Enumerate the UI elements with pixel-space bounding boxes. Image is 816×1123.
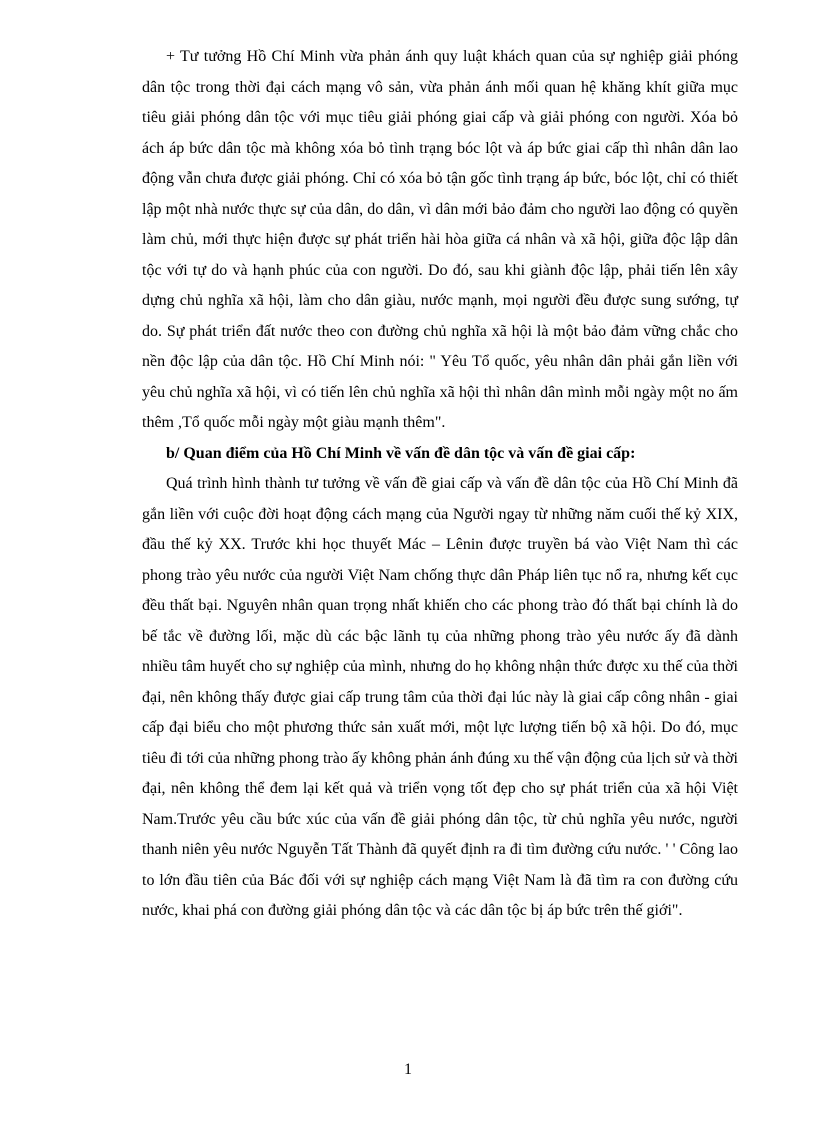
paragraph-class-and-nation: Quá trình hình thành tư tưởng về vấn đề giai cấp và vấn đề dân tộc của Hồ Chí Minh đã gắn liền với cuộc đời hoạt động cách mạng của Người ngay từ những năm cuối thế kỷ XIX, đầu thế kỷ XX. Trước khi học thuyết Mác – Lênin được truyền bá vào Việt Nam thì các phong trào yêu nước của người Việt Nam chống thực dân Pháp liên tục nổ ra, nhưng kết cục đều thất bại. Nguyên nhân quan trọng nhất khiến cho các phong trào đó thất bại chính là do bế tắc về đường lối, mặc dù các bậc lãnh tụ của những phong trào yêu nước ấy đã dành nhiều tâm huyết cho sự nghiệp của mình, nhưng do họ không nhận thức được xu thế của thời đại, nên không thấy được giai cấp trung tâm của thời đại lúc này là giai cấp công nhân - giai cấp đại biểu cho một phương thức sản xuất mới, một lực lượng tiến bộ xã hội. Do đó, mục tiêu đi tới của những phong trào ấy không phản ánh đúng xu thế vận động của lịch sử và thời đại, nên không thể đem lại kết quả và triển vọng tốt đẹp cho sự phát triển của xã hội Việt Nam.Trước yêu cầu bức xúc của vấn đề giải phóng dân tộc, từ chủ nghĩa yêu nước, người thanh niên yêu nước Nguyễn Tất Thành đã quyết định ra đi tìm đường cứu nước. ' ' Công lao to lớn đầu tiên của Bác đối với sự nghiệp cách mạng Việt Nam là đã tìm ra con đường cứu nước, khai phá con đường giải phóng dân tộc và các dân tộc bị áp bức trên thế giới".	[142, 475, 738, 919]
page-number: 1	[404, 1061, 412, 1078]
document-body	[142, 42, 738, 927]
paragraph-ho-chi-minh-thought: + Tư tưởng Hồ Chí Minh vừa phản ánh quy luật khách quan của sự nghiệp giải phóng dân tộc trong thời đại cách mạng vô sản, vừa phản ánh mối quan hệ khăng khít giữa mục tiêu giải phóng dân tộc với mục tiêu giải phóng giai cấp và giải phóng con người. Xóa bỏ ách áp bức dân tộc mà không xóa bỏ tình trạng bóc lột và áp bức giai cấp thì nhân dân lao động vẫn chưa được giải phóng. Chỉ có xóa bỏ tận gốc tình trạng áp bức, bóc lột, chỉ có thiết lập một nhà nước thực sự của dân, do dân, vì dân mới bảo đảm cho người lao động có quyền làm chủ, mới thực hiện được sự phát triển hài hòa giữa cá nhân và xã hội, giữa độc lập dân tộc với tự do và hạnh phúc của con người. Do đó, sau khi giành độc lập, phải tiến lên xây dựng chủ nghĩa xã hội, làm cho dân giàu, nước mạnh, mọi người đều được sung sướng, tự do. Sự phát triển đất nước theo con đường chủ nghĩa xã hội là một bảo đảm vững chắc cho nền độc lập của dân tộc. Hồ Chí Minh nói: " Yêu Tổ quốc, yêu nhân dân phải gắn liền với yêu chủ nghĩa xã hội, vì có tiến lên chủ nghĩa xã hội thì nhân dân mình mỗi ngày một no ấm thêm ,Tổ quốc mỗi ngày một giàu mạnh thêm".	[142, 48, 738, 431]
section-heading: b/ Quan điểm của Hồ Chí Minh về vấn đề dân tộc và vấn đề giai cấp:	[166, 444, 636, 462]
